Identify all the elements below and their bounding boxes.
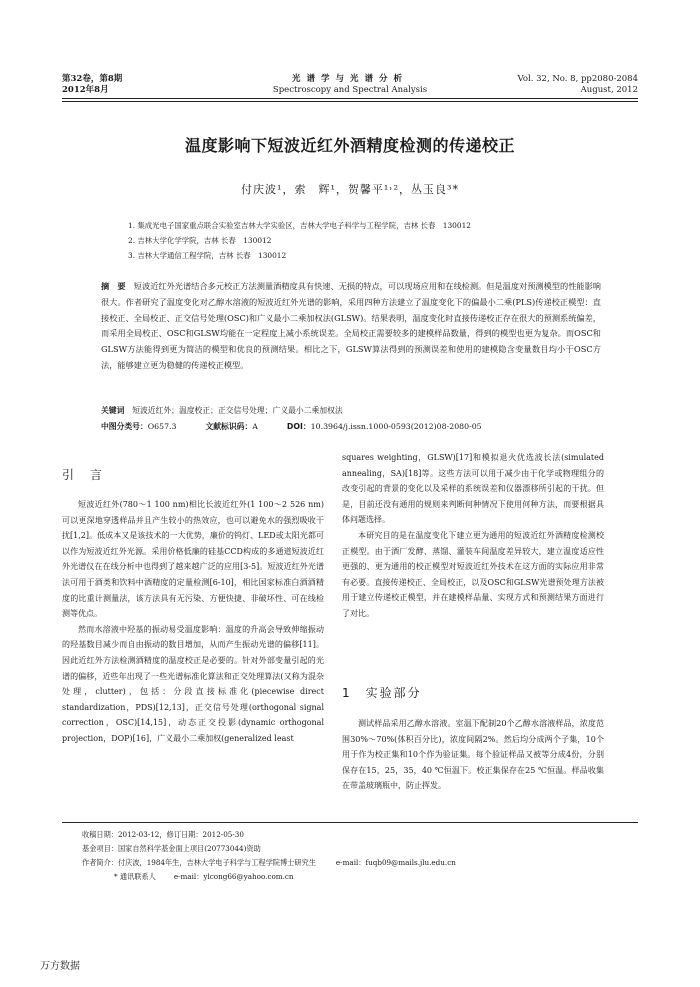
- intro-paragraph-2: 然而水溶液中羟基的振动易受温度影响：温度的升高会导致伸缩振动的羟基数目减少而自由振动的数目增加，从而产生振动光谱的偏移[11]。因此近红外方法检测酒精度的温度校正是必要的。针对外部变量引起的光谱的偏移，近些年出现了一些光谱标准化算法和正交处理算法(又称为混杂处理，clutter)，包括：分段直接标准化(piecewise direct standardization，PDS)[12,13]，正交信号处理(orthogonal signal correction，OSC)[14,15]，动态正交投影(dynamic orthogonal projection，DOP)[16]，广义最小二乘加权(generalized least: [62, 624, 324, 743]
- volume-pages-en: Vol. 32, No. 8, pp2080-2084: [517, 74, 638, 84]
- authors: 付庆波¹，索 辉¹，贺馨平¹˒²，丛玉良³*: [241, 183, 459, 196]
- watermark-text: 万方数据: [40, 961, 80, 972]
- right-column: [342, 450, 604, 622]
- doc-code-value: A: [252, 422, 258, 431]
- abstract-text: 短波近红外光谱结合多元校正方法测量酒精度具有快速、无损的特点，可以现场应用和在线检测。但是温度对预测模型的性能影响很大。作者研究了温度变化对乙醇水溶液的短波近红外光谱的影响，采用四种方法建立了温度变化下的偏最小二乘(PLS)传递校正模型：直接校正、全局校正、正交信号处理(OSC)和广义最小二乘加权法(GLSW)。结果表明，温度变化时直接传递校正存在很大的预测系统偏差，而采用全局校正、OSC和GLSW均能在一定程度上减小系统误差。全局校正需要较多的建模样品数量，得到的模型也更为复杂。而OSC和GLSW方法能得到更为简洁的模型和优良的预测结果。相比之下，GLSW算法得到的预测误差和使用的建模隐含变量数目均小于OSC方法，能够建立更为稳健的传递校正模型。: [101, 281, 601, 370]
- corresponding-author: [114, 870, 294, 883]
- issue-info: [62, 74, 122, 96]
- footnote-rule: [62, 822, 638, 823]
- clc-value: O657.3: [147, 422, 177, 431]
- intro-paragraph-3: squares weighting，GLSW)[17]和模拟退火优选波长法(simulated annealing，SA)[18]等。这些方法可以用于减少由于化学或物理组分的改变引起的背景的变化以及采样的系统误差和仪器漂移所引起的干扰。但是，目前还没有通用的规则来判断何种情况下使用何种方法，而要根据具体问题选择。: [342, 453, 604, 525]
- author-email[interactable]: e-mail：fuqb09@mails.jlu.edu.cn: [335, 858, 456, 867]
- received-date: 收稿日期：2012-03-12，修订日期：2012-05-30: [82, 830, 244, 839]
- doi-label: DOI：: [286, 422, 311, 431]
- intro-heading: 引 言: [62, 468, 105, 482]
- author-info: 作者简介：付庆波，1984年生，吉林大学电子科学与工程学院博士研究生: [82, 858, 316, 867]
- volume-issue: 第32卷，第8期: [62, 74, 123, 84]
- fund-info: 基金项目：国家自然科学基金面上项目(20773044)资助: [82, 844, 261, 853]
- header-rule: [62, 98, 638, 99]
- abstract: [101, 279, 601, 374]
- doc-code-label: 文献标识码：: [205, 422, 253, 431]
- issue-date: 2012年8月: [62, 85, 109, 95]
- issue-info-en: [518, 74, 638, 96]
- corresponding-email[interactable]: e-mail：ylcong66@yahoo.com.cn: [173, 872, 294, 881]
- issue-date-en: August, 2012: [580, 85, 638, 95]
- affiliation-1: 1. 集成光电子国家重点联合实验室吉林大学实验区，吉林大学电子科学与工程学院，吉林 长春 130012: [128, 221, 471, 230]
- paper-title: 温度影响下短波近红外酒精度检测的传递校正: [184, 136, 515, 155]
- abstract-label: 摘 要: [101, 281, 126, 291]
- section-1-heading: 1 实验部分: [342, 686, 422, 700]
- corresponding-label: * 通讯联系人: [114, 872, 156, 881]
- clc-label: 中图分类号：: [101, 422, 148, 431]
- intro-paragraph-1: 短波近红外(780～1 100 nm)相比长波近红外(1 100～2 526 nm)可以更深地穿透样品并且产生较小的热效应，也可以避免水的强烈吸收干扰[1,2]。低成本又是该技术的一大优势，廉价的钨灯、LED或太阳光都可以作为短波近红外光源。采用价格低廉的硅基CCD构成的多通道短波近红外光谱仪在在线分析中也得到了越来越广泛的应用[3-5]。短波近红外光谱法可用于酒类和饮料中酒精度的定量检测[6-10]，相比国家标准白酒酒精度的比重计测量法，该方法具有无污染、方便快捷、非破坏性、可在线检测等优点。: [62, 500, 324, 619]
- journal-name-en: Spectroscopy and Spectral Analysis: [272, 85, 428, 95]
- doi-value: 10.3964/j.issn.1000-0593(2012)08-2080-05: [310, 422, 482, 431]
- section-1-body: [342, 716, 604, 794]
- affiliation-3: 3. 吉林大学通信工程学院，吉林 长春 130012: [128, 251, 287, 260]
- header-rule-thin: [62, 101, 638, 102]
- journal-name: [250, 74, 450, 96]
- journal-name-cn: 光谱学与光谱分析: [291, 74, 408, 84]
- section-1-paragraph: 测试样品采用乙醇水溶液。室温下配制20个乙醇水溶液样品，浓度范围30%～70%(体积百分比)，浓度间隔2%。然后均分成两个子集，10个用于作为校正集和10个作为验证集。每个验证样品又被等分成4份，分别保存在15，25，35，40 ℃恒温下。校正集保存在25 ℃恒温。样品收集在带盖玻璃瓶中，防止挥发。: [342, 719, 604, 791]
- keywords-text: 短波近红外；温度校正；正交信号处理；广义最小二乘加权法: [132, 406, 343, 415]
- affiliation-2: 2. 吉林大学化学学院，吉林 长春 130012: [128, 236, 272, 245]
- author-bio: [82, 856, 456, 869]
- classification: [101, 420, 601, 433]
- left-column: [62, 497, 324, 747]
- keywords: [101, 404, 601, 417]
- keywords-label: 关键词: [101, 406, 125, 415]
- intro-paragraph-4: 本研究目的是在温度变化下建立更为通用的短波近红外酒精度检测校正模型。由于酒厂发酵、蒸馏、灌装车间温度差异较大，建立温度适应性更强的、更为通用的校正模型对短波近红外技术在这方面的实际应用非常有必要。直接传递校正、全局校正，以及OSC和GLSW光谱预处理方法被用于建立传递校正模型，并在建模样品量、实现方式和预测结果方面进行了对比。: [342, 530, 604, 618]
